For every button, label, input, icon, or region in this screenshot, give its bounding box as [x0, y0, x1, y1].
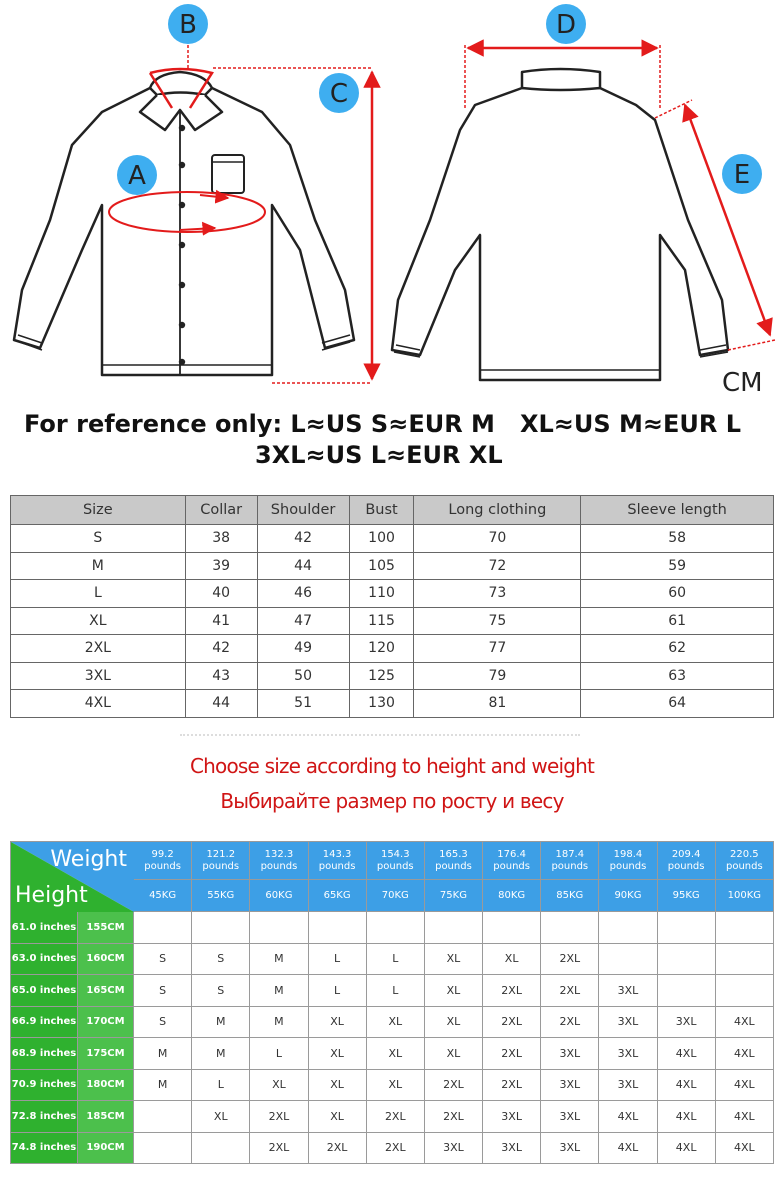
recommended-size-cell: [134, 1132, 192, 1164]
size-cell: 62: [581, 635, 774, 663]
recommended-size-cell: M: [250, 975, 308, 1007]
weight-height-corner: [11, 842, 134, 912]
size-header-cell: Shoulder: [257, 496, 349, 525]
dotted-divider: [180, 734, 580, 736]
recommended-size-cell: 4XL: [599, 1101, 657, 1133]
choose-size-english: Choose size according to height and weight: [189, 754, 595, 778]
pounds-unit: pounds: [318, 860, 356, 872]
height-inches-cell: 61.0 inches: [11, 912, 78, 944]
pounds-unit: pounds: [144, 860, 181, 872]
recommended-size-cell: 2XL: [366, 1132, 424, 1164]
recommended-size-cell: [134, 912, 192, 944]
label-bubble-c: [319, 73, 359, 113]
size-cell: 130: [349, 690, 414, 718]
recommended-size-cell: S: [134, 1006, 192, 1038]
recommended-size-cell: XL: [424, 1038, 482, 1070]
weight-label: Weight: [50, 847, 127, 872]
label-bubble-d: [546, 4, 586, 44]
recommended-size-cell: [715, 912, 773, 944]
svg-text:D: D: [555, 10, 577, 40]
recommended-size-cell: L: [250, 1038, 308, 1070]
recommended-size-cell: M: [192, 1006, 250, 1038]
size-cell: 50: [257, 662, 349, 690]
pounds-unit: pounds: [202, 860, 240, 872]
weight-pounds-cell: [250, 842, 308, 880]
weight-pounds-cell: [657, 842, 715, 880]
weight-kg-cell: 75KG: [424, 880, 482, 912]
weight-pounds-value: 198.4: [613, 848, 643, 860]
recommended-size-cell: XL: [308, 1069, 366, 1101]
size-row: [11, 690, 774, 718]
height-row: [11, 1069, 774, 1101]
svg-text:E: E: [733, 160, 751, 190]
recommended-size-cell: [715, 975, 773, 1007]
recommended-size-cell: 3XL: [541, 1132, 599, 1164]
recommended-size-cell: 4XL: [657, 1069, 715, 1101]
recommended-size-cell: 2XL: [541, 943, 599, 975]
size-cell: XL: [11, 607, 186, 635]
size-row: [11, 662, 774, 690]
height-inches-cell: 65.0 inches: [11, 975, 78, 1007]
recommended-size-cell: 4XL: [715, 1006, 773, 1038]
size-cell: 77: [414, 635, 581, 663]
recommended-size-cell: [424, 912, 482, 944]
size-cell: 120: [349, 635, 414, 663]
back-shirt-drawing: [392, 69, 728, 380]
size-header-cell: Long clothing: [414, 496, 581, 525]
weight-pounds-value: 132.3: [264, 848, 294, 860]
height-row: [11, 943, 774, 975]
size-cell: 58: [581, 525, 774, 553]
weight-pounds-cell: [192, 842, 250, 880]
size-cell: M: [11, 552, 186, 580]
recommended-size-cell: 3XL: [599, 1038, 657, 1070]
pounds-unit: pounds: [376, 860, 414, 872]
height-cm-cell: 180CM: [78, 1069, 134, 1101]
height-row: [11, 1132, 774, 1164]
size-row: [11, 552, 774, 580]
recommended-size-cell: 3XL: [483, 1132, 541, 1164]
recommended-size-cell: XL: [424, 1006, 482, 1038]
recommended-size-cell: 4XL: [715, 1101, 773, 1133]
weight-pounds-cell: [424, 842, 482, 880]
pounds-unit: pounds: [726, 860, 763, 872]
recommended-size-cell: M: [250, 943, 308, 975]
svg-text:B: B: [179, 10, 197, 40]
recommended-size-cell: XL: [192, 1101, 250, 1133]
recommended-size-cell: [366, 912, 424, 944]
weight-pounds-cell: [366, 842, 424, 880]
recommended-size-cell: L: [366, 975, 424, 1007]
recommended-size-cell: [192, 1132, 250, 1164]
recommended-size-cell: 4XL: [715, 1069, 773, 1101]
svg-text:C: C: [329, 79, 349, 109]
weight-kg-cell: 55KG: [192, 880, 250, 912]
weight-kg-cell: 60KG: [250, 880, 308, 912]
height-weight-table: [10, 841, 774, 1164]
pounds-unit: pounds: [435, 860, 472, 872]
size-cell: 39: [185, 552, 257, 580]
pounds-unit: pounds: [667, 860, 705, 872]
recommended-size-cell: L: [308, 943, 366, 975]
height-row: [11, 1101, 774, 1133]
size-cell: 59: [581, 552, 774, 580]
recommended-size-cell: XL: [366, 1069, 424, 1101]
height-cm-cell: 165CM: [78, 975, 134, 1007]
height-inches-cell: 66.9 inches: [11, 1006, 78, 1038]
recommended-size-cell: 2XL: [366, 1101, 424, 1133]
size-cell: 41: [185, 607, 257, 635]
recommended-size-cell: L: [192, 1069, 250, 1101]
size-cell: 42: [257, 525, 349, 553]
size-cell: 105: [349, 552, 414, 580]
recommended-size-cell: 2XL: [541, 1006, 599, 1038]
size-cell: 60: [581, 580, 774, 608]
height-cm-cell: 170CM: [78, 1006, 134, 1038]
recommended-size-cell: XL: [366, 1006, 424, 1038]
height-row: [11, 1038, 774, 1070]
recommended-size-cell: XL: [483, 943, 541, 975]
size-cell: 61: [581, 607, 774, 635]
weight-pounds-row: [11, 842, 774, 880]
recommended-size-cell: 2XL: [424, 1101, 482, 1133]
weight-pounds-value: 176.4: [497, 848, 526, 860]
weight-pounds-cell: [599, 842, 657, 880]
size-cell: 43: [185, 662, 257, 690]
size-cell: 81: [414, 690, 581, 718]
height-inches-cell: 70.9 inches: [11, 1069, 78, 1101]
size-cell: 51: [257, 690, 349, 718]
size-cell: 42: [185, 635, 257, 663]
recommended-size-cell: [250, 912, 308, 944]
pounds-unit: pounds: [493, 860, 530, 872]
height-cm-cell: 190CM: [78, 1132, 134, 1164]
weight-pounds-cell: [715, 842, 773, 880]
height-cm-cell: 160CM: [78, 943, 134, 975]
recommended-size-cell: XL: [250, 1069, 308, 1101]
size-header-cell: Bust: [349, 496, 414, 525]
recommended-size-cell: M: [134, 1038, 192, 1070]
size-cell: 73: [414, 580, 581, 608]
weight-kg-cell: 100KG: [715, 880, 773, 912]
recommended-size-cell: M: [134, 1069, 192, 1101]
weight-kg-cell: 65KG: [308, 880, 366, 912]
pounds-unit: pounds: [551, 860, 589, 872]
size-cell: 47: [257, 607, 349, 635]
size-cell: 72: [414, 552, 581, 580]
recommended-size-cell: XL: [308, 1038, 366, 1070]
recommended-size-cell: M: [192, 1038, 250, 1070]
weight-pounds-value: 220.5: [730, 848, 759, 860]
recommended-size-cell: 2XL: [250, 1101, 308, 1133]
recommended-size-cell: 2XL: [308, 1132, 366, 1164]
reference-line-2: XL≈US M≈EUR L: [520, 410, 742, 438]
recommended-size-cell: 4XL: [715, 1038, 773, 1070]
size-cell: 44: [185, 690, 257, 718]
recommended-size-cell: L: [366, 943, 424, 975]
recommended-size-cell: 3XL: [657, 1006, 715, 1038]
recommended-size-cell: L: [308, 975, 366, 1007]
size-chart-table: [10, 495, 774, 718]
weight-pounds-value: 187.4: [555, 848, 585, 860]
weight-kg-cell: 70KG: [366, 880, 424, 912]
weight-pounds-value: 165.3: [439, 848, 468, 860]
recommended-size-cell: S: [134, 975, 192, 1007]
size-row: [11, 525, 774, 553]
weight-pounds-cell: [308, 842, 366, 880]
choose-size-russian: Выбирайте размер по росту и весу: [220, 789, 564, 813]
recommended-size-cell: [308, 912, 366, 944]
height-inches-cell: 72.8 inches: [11, 1101, 78, 1133]
size-cell: 115: [349, 607, 414, 635]
size-row: [11, 607, 774, 635]
height-inches-cell: 63.0 inches: [11, 943, 78, 975]
size-row: [11, 635, 774, 663]
height-cm-cell: 155CM: [78, 912, 134, 944]
recommended-size-cell: [483, 912, 541, 944]
recommended-size-cell: XL: [424, 975, 482, 1007]
weight-pounds-cell: [483, 842, 541, 880]
size-cell: 125: [349, 662, 414, 690]
svg-text:A: A: [128, 161, 146, 191]
size-row: [11, 580, 774, 608]
height-row: [11, 1006, 774, 1038]
recommended-size-cell: 4XL: [657, 1038, 715, 1070]
size-cell: 3XL: [11, 662, 186, 690]
recommended-size-cell: [657, 975, 715, 1007]
recommended-size-cell: 2XL: [541, 975, 599, 1007]
recommended-size-cell: [541, 912, 599, 944]
unit-label: CM: [722, 368, 763, 398]
size-header-cell: Size: [11, 496, 186, 525]
size-cell: 63: [581, 662, 774, 690]
front-shirt-drawing: [14, 72, 354, 375]
size-header-cell: Collar: [185, 496, 257, 525]
weight-kg-cell: 80KG: [483, 880, 541, 912]
recommended-size-cell: 4XL: [657, 1132, 715, 1164]
recommended-size-cell: 3XL: [541, 1101, 599, 1133]
recommended-size-cell: 3XL: [424, 1132, 482, 1164]
size-cell: S: [11, 525, 186, 553]
weight-kg-cell: 45KG: [134, 880, 192, 912]
size-cell: 4XL: [11, 690, 186, 718]
weight-pounds-cell: [541, 842, 599, 880]
recommended-size-cell: 4XL: [599, 1132, 657, 1164]
label-bubble-a: [117, 155, 157, 195]
size-cell: 79: [414, 662, 581, 690]
height-inches-cell: 68.9 inches: [11, 1038, 78, 1070]
height-label: Height: [15, 883, 88, 908]
recommended-size-cell: 3XL: [541, 1069, 599, 1101]
size-cell: 64: [581, 690, 774, 718]
recommended-size-cell: 2XL: [483, 1069, 541, 1101]
recommended-size-cell: [715, 943, 773, 975]
size-cell: 49: [257, 635, 349, 663]
weight-kg-cell: 95KG: [657, 880, 715, 912]
reference-line-1: For reference only: L≈US S≈EUR M: [24, 410, 495, 438]
recommended-size-cell: 4XL: [657, 1101, 715, 1133]
height-cm-cell: 185CM: [78, 1101, 134, 1133]
size-cell: 110: [349, 580, 414, 608]
recommended-size-cell: [599, 912, 657, 944]
size-cell: 46: [257, 580, 349, 608]
recommended-size-cell: [599, 943, 657, 975]
size-cell: L: [11, 580, 186, 608]
height-row: [11, 912, 774, 944]
recommended-size-cell: 2XL: [250, 1132, 308, 1164]
size-cell: 2XL: [11, 635, 186, 663]
recommended-size-cell: 3XL: [483, 1101, 541, 1133]
recommended-size-cell: 2XL: [483, 1038, 541, 1070]
recommended-size-cell: 3XL: [599, 975, 657, 1007]
label-bubble-e: [722, 154, 762, 194]
recommended-size-cell: 4XL: [715, 1132, 773, 1164]
recommended-size-cell: XL: [308, 1101, 366, 1133]
weight-pounds-value: 154.3: [380, 848, 410, 860]
height-row: [11, 975, 774, 1007]
weight-pounds-value: 209.4: [671, 848, 701, 860]
recommended-size-cell: S: [192, 943, 250, 975]
size-table-header-row: [11, 496, 774, 525]
pounds-unit: pounds: [260, 860, 298, 872]
recommended-size-cell: 3XL: [541, 1038, 599, 1070]
size-cell: 44: [257, 552, 349, 580]
recommended-size-cell: M: [250, 1006, 308, 1038]
weight-pounds-value: 121.2: [206, 848, 236, 860]
weight-pounds-value: 143.3: [322, 848, 352, 860]
reference-line-3: 3XL≈US L≈EUR XL: [255, 441, 503, 469]
recommended-size-cell: [657, 943, 715, 975]
label-bubble-b: [168, 4, 208, 44]
weight-kg-cell: 85KG: [541, 880, 599, 912]
weight-kg-cell: 90KG: [599, 880, 657, 912]
recommended-size-cell: XL: [424, 943, 482, 975]
recommended-size-cell: S: [134, 943, 192, 975]
shirt-measurement-diagram: [0, 0, 784, 395]
recommended-size-cell: 2XL: [483, 975, 541, 1007]
size-header-cell: Sleeve length: [581, 496, 774, 525]
height-inches-cell: 74.8 inches: [11, 1132, 78, 1164]
size-cell: 100: [349, 525, 414, 553]
pounds-unit: pounds: [609, 860, 647, 872]
recommended-size-cell: 2XL: [424, 1069, 482, 1101]
recommended-size-cell: [134, 1101, 192, 1133]
recommended-size-cell: S: [192, 975, 250, 1007]
recommended-size-cell: [657, 912, 715, 944]
recommended-size-cell: 2XL: [483, 1006, 541, 1038]
recommended-size-cell: XL: [366, 1038, 424, 1070]
weight-pounds-cell: [134, 842, 192, 880]
size-cell: 75: [414, 607, 581, 635]
recommended-size-cell: [192, 912, 250, 944]
recommended-size-cell: XL: [308, 1006, 366, 1038]
height-cm-cell: 175CM: [78, 1038, 134, 1070]
size-cell: 40: [185, 580, 257, 608]
recommended-size-cell: 3XL: [599, 1006, 657, 1038]
size-cell: 70: [414, 525, 581, 553]
recommended-size-cell: 3XL: [599, 1069, 657, 1101]
weight-pounds-value: 99.2: [151, 848, 174, 860]
size-cell: 38: [185, 525, 257, 553]
